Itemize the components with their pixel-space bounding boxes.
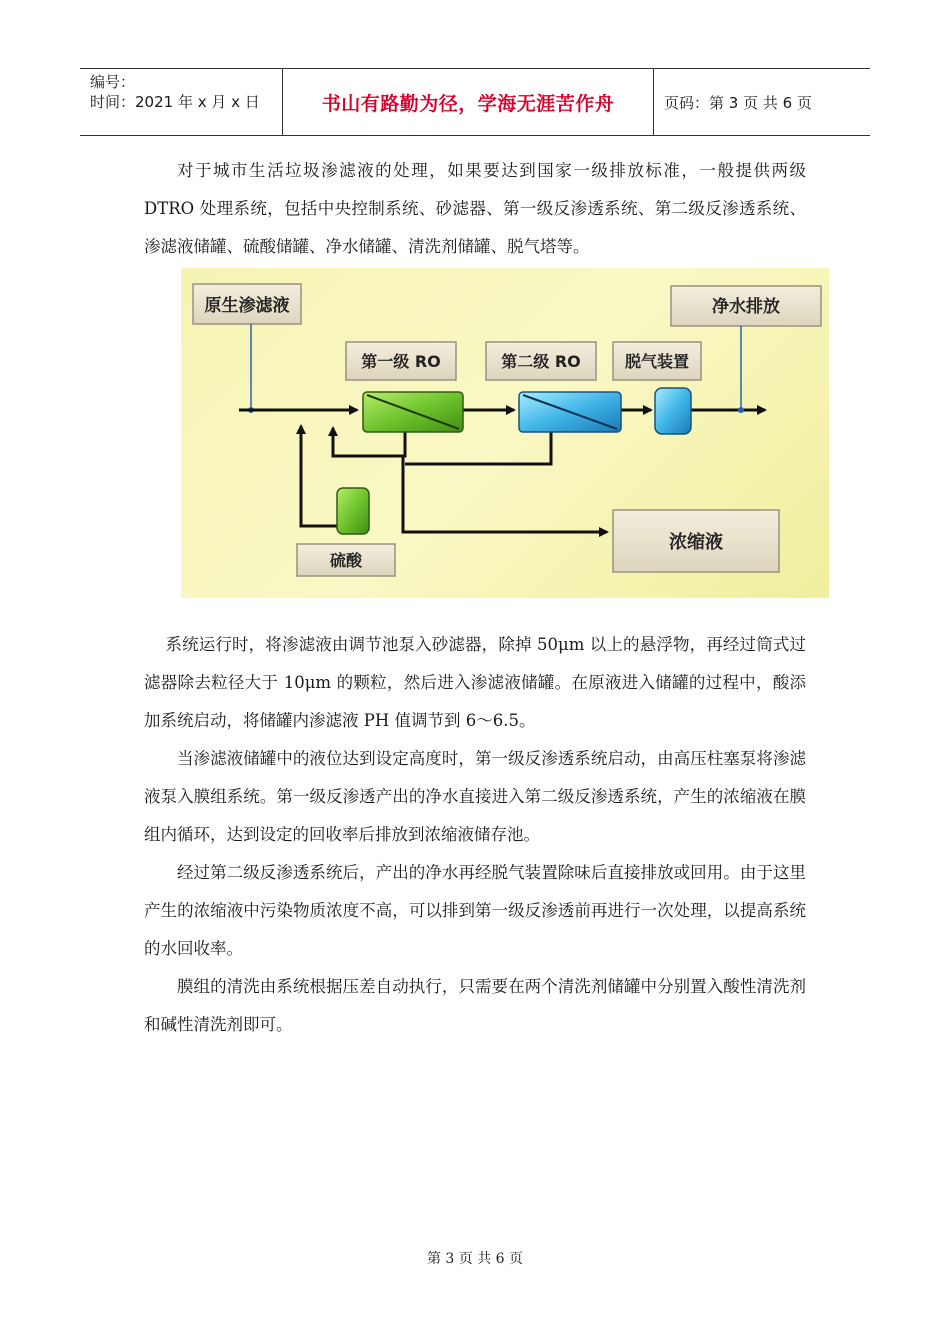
concentrate-label: 浓缩液 (669, 532, 723, 553)
clean-water-box (671, 286, 821, 326)
degasser-vessel (655, 388, 691, 434)
header-page-info: 页码：第 3 页 共 6 页 (664, 93, 812, 112)
header-table (80, 68, 870, 136)
concentrate-box (613, 510, 779, 572)
header-motto: 书山有路勤为径，学海无涯苦作舟 (282, 69, 654, 135)
document-number-label: 编号： (90, 73, 136, 91)
page-footer: 第 3 页 共 6 页 (426, 1251, 524, 1267)
document-date-label: 时间：2021 年 x 月 x 日 (90, 93, 260, 111)
degasser-box (613, 342, 701, 380)
paragraph-first-stage: 当渗滤液储罐中的液位达到设定高度时，第一级反渗透系统启动，由高压柱塞泵将渗滤液泵入膜组系统。第一级反渗透产出的净水直接进入第二级反渗透系统，产生的浓缩液在膜组内循环，达到设定的回收率后排放到浓缩液储存池。 (144, 749, 806, 844)
process-flow-diagram (181, 268, 829, 598)
body-text-top (144, 152, 806, 266)
sulfuric-acid-label: 硫酸 (329, 551, 363, 570)
clean-water-label: 净水排放 (712, 297, 780, 317)
paragraph-intro: 对于城市生活垃圾渗滤液的处理，如果要达到国家一级排放标准，一般提供两级 DTRO 处理系统，包括中央控制系统、砂滤器、第一级反渗透系统、第二级反渗透系统、渗滤液储罐、硫酸储罐、净水储罐、清洗剂储罐、脱气塔等。 (144, 161, 806, 256)
ro-stage1-label: 第一级 RO (361, 352, 441, 371)
ro-stage2-label: 第二级 RO (501, 352, 581, 371)
raw-leachate-box (193, 284, 301, 324)
header-meta (80, 69, 282, 135)
ro-stage2-box (486, 342, 596, 380)
acid-tank (337, 488, 369, 534)
raw-leachate-label: 原生渗滤液 (204, 296, 290, 316)
ro-stage2-vessel (519, 392, 621, 432)
degasser-label: 脱气装置 (624, 352, 690, 371)
paragraph-second-stage: 经过第二级反渗透系统后，产出的净水再经脱气装置除味后直接排放或回用。由于这里产生的浓缩液中污染物质浓度不高，可以排到第一级反渗透前再进行一次处理，以提高系统的水回收率。 (144, 863, 806, 958)
body-text-bottom (144, 626, 806, 1044)
sulfuric-acid-box (297, 544, 395, 576)
paragraph-cleaning: 膜组的清洗由系统根据压差自动执行，只需要在两个清洗剂储罐中分别置入酸性清洗剂和碱性清洗剂即可。 (144, 977, 806, 1034)
ro-stage1-vessel (363, 392, 463, 432)
ro-stage1-box (346, 342, 456, 380)
paragraph-operation: 系统运行时，将渗滤液由调节池泵入砂滤器，除掉 50μm 以上的悬浮物，再经过筒式过滤器除去粒径大于 10μm 的颗粒，然后进入渗滤液储罐。在原液进入储罐的过程中，酸添加系统启动，将储罐内渗滤液 PH 值调节到 6～6.5。 (144, 635, 806, 730)
